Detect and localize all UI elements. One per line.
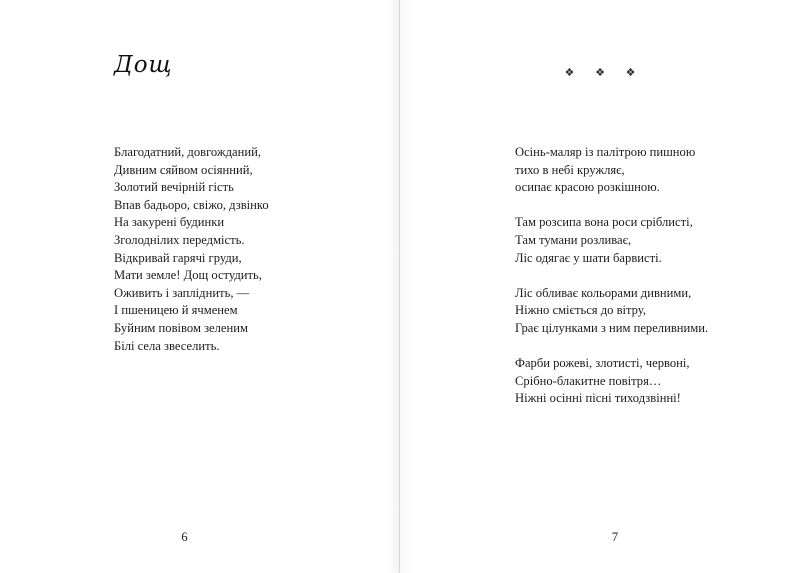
gutter-shadow [385, 0, 399, 573]
poem-line: Мати земле! Дощ остудить, [114, 268, 262, 283]
poem-line: Дивним сяйвом осіянний, [114, 162, 253, 177]
poem-line: Срібно-блакитне повітря… [515, 373, 662, 388]
stanza [515, 144, 765, 197]
gutter-shadow [400, 0, 414, 573]
poem-line: Ніжно сміється до вітру, [515, 303, 646, 318]
poem-line: Ліс одягає у шати барвисті. [515, 250, 662, 265]
poem-line: Впав бадьоро, свіжо, дзвінко [114, 197, 269, 212]
poem-line: Зголоднілих передмість. [114, 232, 245, 247]
stanza [515, 285, 765, 338]
poem-line: тихо в небі кружляє, [515, 162, 625, 177]
page-number: 7 [611, 530, 619, 544]
poem-title: Дощ [114, 52, 173, 78]
poem-line: Фарби рожеві, злотисті, червоні, [515, 356, 690, 371]
poem-line: Ліс обливає кольорами дивними, [515, 285, 692, 300]
poem-line: На закурені будинки [114, 215, 225, 230]
right-page [400, 0, 800, 573]
poem-line: Буйним повівом зеленим [114, 320, 248, 335]
stanza [515, 355, 765, 408]
poem-line: Ніжні осінні пісні тиходзвінні! [515, 391, 681, 406]
poem-line: Там розсипа вона роси сріблисті, [515, 215, 693, 230]
poem-line: Благодатний, довгожданий, [114, 145, 261, 159]
poem-line: І пшеницею й ячменем [114, 303, 238, 318]
page-number: 6 [181, 530, 188, 544]
stanza [114, 144, 354, 355]
left-page-body [114, 144, 354, 355]
poem-line: Осінь-маляр із палітрою пишною [515, 145, 696, 159]
poem-line: Відкривай гарячі груди, [114, 250, 242, 265]
poem-line: Оживить і запліднить, — [114, 285, 250, 300]
poem-line: осипає красою розкішною. [515, 180, 660, 195]
poem-line: Білі села звеселить. [114, 338, 220, 353]
ornament-divider: ❖ ❖ ❖ [564, 67, 645, 79]
poem-line: Там тумани розливає, [515, 232, 632, 247]
stanza [515, 214, 765, 267]
right-page-body [515, 144, 765, 408]
poem-line: Грає цілунками з ним переливними. [515, 320, 709, 335]
poem-line: Золотий вечірній гість [114, 180, 234, 195]
